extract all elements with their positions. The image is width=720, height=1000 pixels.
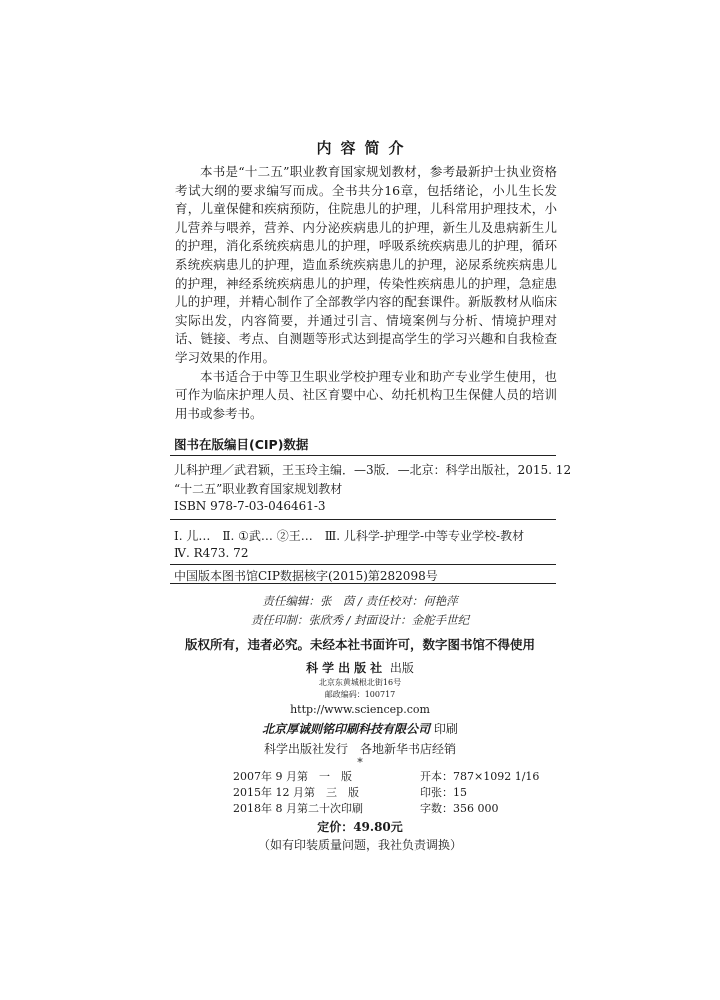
edition-row [233, 800, 499, 816]
cip-lower-rule [170, 564, 556, 565]
edition-row [233, 768, 539, 784]
cip-series-line: “十二五”职业教育国家规划教材 [174, 482, 343, 496]
price: 定价：49.80元 [317, 820, 403, 834]
edition-date: 2018年 8 月第二十次印刷 [233, 802, 363, 815]
cip-record-number: 中国版本图书馆CIP数据核字(2015)第282098号 [174, 569, 438, 583]
exchange-notice: （如有印装质量问题，我社负责调换） [257, 838, 462, 852]
separator-star: * [357, 756, 363, 769]
publisher-line [0, 659, 720, 676]
cip-subject-line: Ⅰ. 儿… Ⅱ. ①武… ②王… Ⅲ. 儿科学-护理学-中等专业学校-教材 [174, 529, 525, 543]
publisher-name: 科学出版社 [306, 661, 387, 675]
cip-top-rule [170, 455, 556, 456]
printer-line [0, 720, 720, 737]
cip-heading: 图书在版编目(CIP)数据 [174, 437, 309, 452]
edition-date: 2015年 12 月第 三 版 [233, 786, 359, 799]
cip-title-line: 儿科护理／武君颖，王玉玲主编．—3版．—北京：科学出版社，2015. 12 [174, 463, 572, 477]
cip-isbn-line: ISBN 978-7-03-046461-3 [174, 499, 326, 513]
intro-title: 内容简介 [316, 139, 413, 157]
intro-paragraph: 本书是“十二五”职业教育国家规划教材，参考最新护士执业资格考试大纲的要求编写而成。全书共分16章，包括绪论，小儿生长发育，儿童保健和疾病预防，住院患儿的护理，儿科常用护理技术，小儿营养与喂养，营养、内分泌疾病患儿的护理，新生儿及患病新生儿的护理，消化系统疾病患儿的护理，呼吸系统疾病患儿的护理，循环系统疾病患儿的护理，造血系统疾病患儿的护理，泌尿系统疾病患儿的护理，神经系统疾病患儿的护理，传染性疾病患儿的护理，急症患儿的护理，并精心制作了全部教学内容的配套课件。新版教材从临床实际出发，内容简要，并通过引言、情境案例与分析、情境护理对话、链接、考点、自测题等形式达到提高学生的学习兴趣和自我检查学习效果的作用。 [175, 164, 557, 365]
intro-paragraph: 本书适合于中等卫生职业学校护理专业和助产专业学生使用，也可作为临床护理人员、社区育婴中心、幼托机构卫生保健人员的培训用书或参考书。 [175, 368, 557, 421]
distributor-line: 科学出版社发行 各地新华书店经销 [263, 742, 456, 756]
publisher-suffix: 出版 [389, 661, 414, 675]
cip-middle-rule [170, 519, 556, 520]
edition-spec: 开本：787×1092 1/16 [420, 770, 540, 783]
production-credits: 责任印制：张欣秀 / 封面设计：金舵手世纪 [250, 613, 470, 627]
copyright-notice: 版权所有，违者必究。未经本社书面许可，数字图书馆不得使用 [184, 637, 535, 652]
editor-credits: 责任编辑：张 茵 / 责任校对：何艳萍 [262, 594, 458, 608]
edition-row [233, 784, 467, 800]
edition-spec: 字数：356 000 [420, 802, 499, 815]
printer-suffix: 印刷 [433, 722, 458, 736]
publisher-address: 北京东黄城根北街16号 [318, 678, 402, 687]
printer-name: 北京厚诚则铭印刷科技有限公司 [262, 722, 431, 736]
publisher-website: http://www.sciencep.com [290, 703, 430, 716]
edition-date: 2007年 9 月第 一 版 [233, 770, 352, 783]
cip-classification-line: Ⅳ. R473. 72 [174, 546, 249, 560]
edition-spec: 印张：15 [420, 786, 467, 799]
publisher-postcode: 邮政编码：100717 [324, 690, 396, 699]
cip-bottom-rule [170, 583, 556, 584]
intro-body [175, 163, 557, 423]
